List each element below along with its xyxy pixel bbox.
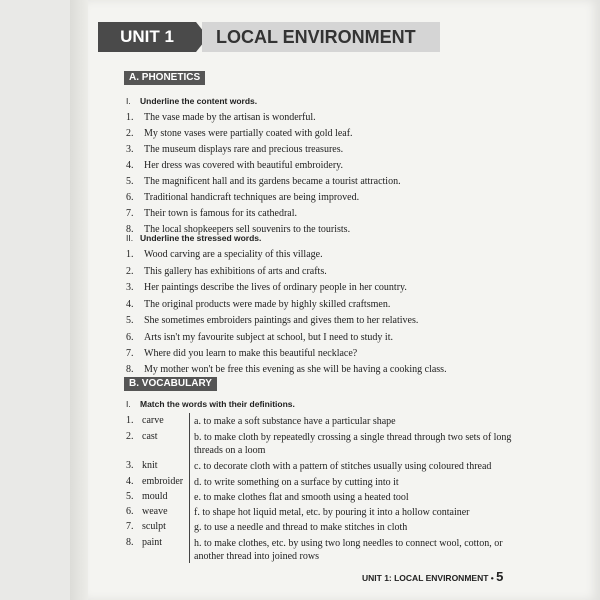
list-item: 1. Wood carving are a speciality of this village. [126, 249, 323, 260]
list-item: 2. My stone vases were partially coated with gold leaf. [126, 128, 353, 139]
exercise-instruction [126, 96, 257, 106]
list-item: 3. The museum displays rare and precious treasures. [126, 144, 344, 155]
list-item: 4. Her dress was covered with beautiful embroidery. [126, 160, 344, 171]
exercise-number: II. [126, 233, 134, 243]
list-item: 8. The local shopkeepers sell souvenirs to the tourists. [126, 224, 351, 235]
unit-label: UNIT 1 [98, 22, 196, 52]
list-item: 5. She sometimes embroiders paintings and gives them to her relatives. [126, 315, 419, 326]
exercise-text: Match the words with their definitions. [140, 399, 295, 409]
list-item: 7. Where did you learn to make this beautiful necklace? [126, 348, 358, 359]
section-heading-vocabulary: B. VOCABULARY [124, 377, 217, 391]
list-item: 6. Traditional handicraft techniques are being improved. [126, 192, 360, 203]
list-item: 5. The magnificent hall and its gardens became a tourist attraction. [126, 176, 401, 187]
list-item: 2. This gallery has exhibitions of arts and crafts. [126, 266, 327, 277]
section-heading-phonetics: A. PHONETICS [124, 71, 205, 85]
exercise-text: Underline the stressed words. [140, 233, 262, 243]
unit-title: LOCAL ENVIRONMENT [202, 22, 440, 52]
list-item: 8. My mother won't be free this evening as she will be having a cooking class. [126, 364, 447, 375]
exercise-text: Underline the content words. [140, 96, 258, 106]
page-number: 5 [496, 569, 504, 584]
exercise-number: I. [126, 96, 131, 106]
exercise-instruction [126, 399, 295, 409]
list-item: 1. The vase made by the artisan is wonderful. [126, 112, 316, 123]
unit-banner [98, 22, 440, 52]
footer-text: UNIT 1: LOCAL ENVIRONMENT • [362, 573, 494, 583]
list-item: 4. The original products were made by highly skilled craftsmen. [126, 299, 391, 310]
page-footer [362, 569, 503, 584]
list-item: 7. Their town is famous for its cathedral. [126, 208, 298, 219]
exercise-instruction [126, 233, 261, 243]
list-item: 6. Arts isn't my favourite subject at school, but I need to study it. [126, 332, 393, 343]
exercise-number: I. [126, 399, 131, 409]
list-item: 3. Her paintings describe the lives of ordinary people in her country. [126, 282, 407, 293]
